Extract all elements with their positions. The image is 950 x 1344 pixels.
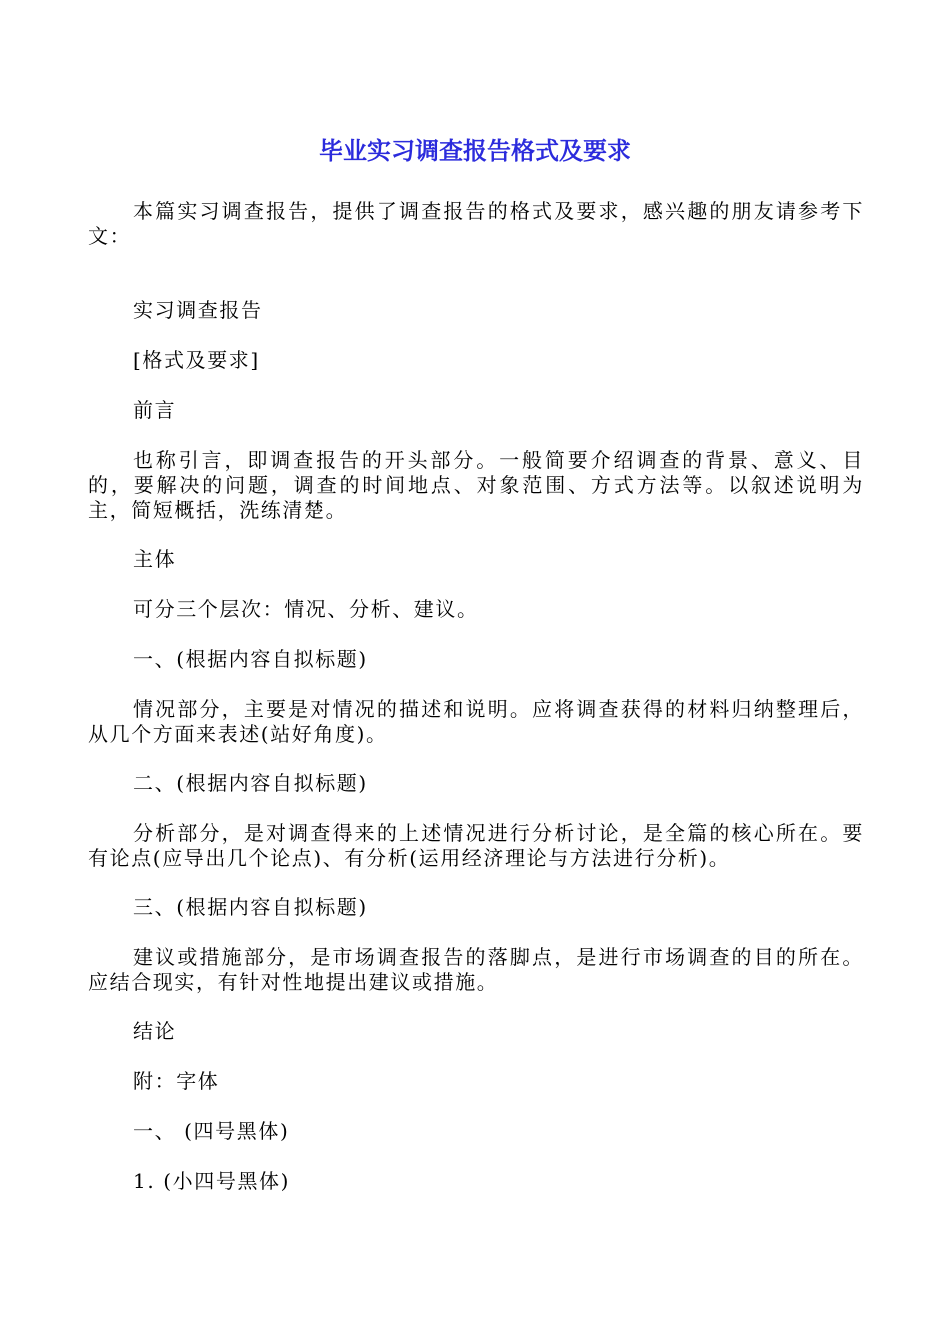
section-heading-report: 实习调查报告 [133, 298, 263, 322]
document-title: 毕业实习调查报告格式及要求 [319, 137, 631, 165]
font-level-two: 1. (小四号黑体) [133, 1169, 291, 1193]
section-heading-preface: 前言 [133, 398, 177, 422]
section-heading-format: [格式及要求] [133, 348, 260, 372]
situation-paragraph: 情况部分，主要是对情况的描述和说明。应将调查获得的材料归纳整理后，从几个方面来表述(站好角度)。 [88, 697, 864, 746]
body-levels-paragraph: 可分三个层次：情况、分析、建议。 [133, 597, 479, 621]
subheading-two: 二、(根据内容自拟标题) [133, 771, 368, 795]
subheading-three: 三、(根据内容自拟标题) [133, 895, 368, 919]
font-level-one: 一、 (四号黑体) [133, 1119, 290, 1143]
subheading-one: 一、(根据内容自拟标题) [133, 647, 368, 671]
analysis-paragraph: 分析部分，是对调查得来的上述情况进行分析讨论，是全篇的核心所在。要有论点(应导出几个论点)、有分析(运用经济理论与方法进行分析)。 [88, 821, 864, 870]
preface-paragraph: 也称引言，即调查报告的开头部分。一般简要介绍调查的背景、意义、目的，要解决的问题，调查的时间地点、对象范围、方式方法等。以叙述说明为主，简短概括，洗练清楚。 [88, 448, 864, 522]
appendix-font-heading: 附：字体 [133, 1069, 220, 1093]
section-heading-conclusion: 结论 [133, 1019, 177, 1043]
suggestion-paragraph: 建议或措施部分，是市场调查报告的落脚点，是进行市场调查的目的所在。应结合现实，有针对性地提出建议或措施。 [88, 945, 864, 994]
section-heading-body: 主体 [133, 547, 177, 571]
intro-paragraph: 本篇实习调查报告，提供了调查报告的格式及要求，感兴趣的朋友请参考下文： [88, 199, 864, 248]
